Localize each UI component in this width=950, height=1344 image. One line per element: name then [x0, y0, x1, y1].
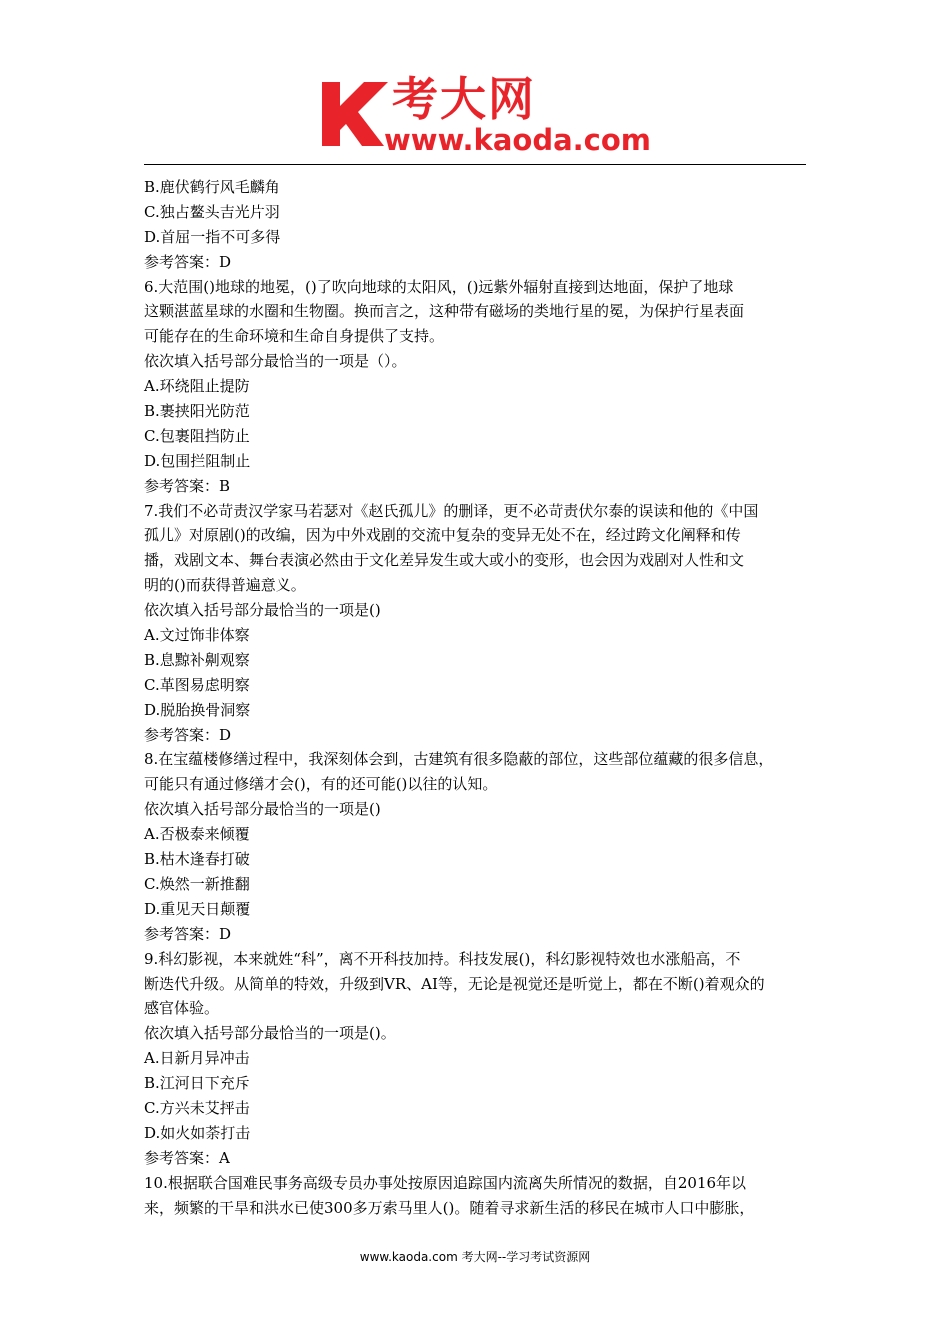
option-line: C.革图易虑明察 [144, 675, 250, 694]
option-line: B.息黥补劓观察 [144, 650, 250, 669]
answer-line: 参考答案：D [144, 924, 232, 943]
prompt-line: 依次填入括号部分最恰当的一项是()。 [144, 1024, 396, 1043]
option-line: A.环绕阻止提防 [144, 377, 250, 396]
option-line: B.枯木逢春打破 [144, 850, 250, 869]
question-line: 这颗湛蓝星球的水圈和生物圈。换而言之，这种带有磁场的类地行星的冕，为保护行星表面 [144, 302, 745, 321]
question-line: 明的()而获得普遍意义。 [144, 576, 306, 595]
option-line: B.江河日下充斥 [144, 1074, 250, 1093]
question-line: 感官体验。 [144, 999, 220, 1018]
text-line: C.独占鳌头吉光片羽 [144, 202, 280, 221]
text-line: B.鹿伏鹤行风毛麟角 [144, 178, 280, 196]
question-line: 可能只有通过修缮才会()，有的还可能()以往的认知。 [144, 775, 498, 794]
question-line: 7.我们不必苛责汉学家马若瑟对《赵氏孤儿》的删译，更不必苛责伏尔泰的误读和他的《中国 [144, 501, 759, 520]
question-line: 可能存在的生命环境和生命自身提供了支持。 [144, 327, 445, 346]
question-line: 孤儿》对原剧()的改编，因为中外戏剧的交流中复杂的变异无处不在，经过跨文化阐释和传 [144, 526, 741, 545]
option-line: D.重见天日颠覆 [144, 899, 251, 918]
option-line: D.包围拦阻制止 [144, 451, 251, 470]
kaoda-logo-k-icon [318, 80, 390, 148]
question-line: 播，戏剧文本、舞台表演必然由于文化差异发生或大或小的变形，也会因为戏剧对人性和文 [144, 551, 745, 570]
prompt-line: 依次填入括号部分最恰当的一项是（）。 [144, 352, 407, 371]
option-line: D.脱胎换骨洞察 [144, 700, 251, 719]
question-line: 8.在宝蕴楼修缮过程中，我深刻体会到，古建筑有很多隐蔽的部位，这些部位蕴藏的很多信息， [144, 750, 774, 769]
answer-line: 参考答案：D [144, 725, 232, 744]
text-line: D.首屈一指不可多得 [144, 227, 281, 246]
question-line: 来，频繁的干旱和洪水已使300多万索马里人()。随着寻求新生活的移民在城市人口中膨胀， [144, 1198, 755, 1217]
answer-line: 参考答案：D [144, 252, 232, 271]
prompt-line: 依次填入括号部分最恰当的一项是() [144, 800, 381, 819]
question-line: 10.根据联合国难民事务高级专员办事处按原因追踪国内流离失所情况的数据，自2016年以 [144, 1173, 747, 1192]
option-line: C.包裹阻挡防止 [144, 426, 250, 445]
option-line: C.方兴未艾抨击 [144, 1098, 250, 1117]
option-line: A.否极泰来倾覆 [144, 825, 250, 844]
logo-website-text: www.kaoda.com [384, 123, 651, 157]
logo-brand-text: 考大网 [392, 72, 536, 126]
header-divider [144, 164, 806, 165]
document-body [144, 175, 816, 1220]
page-header [0, 0, 950, 168]
answer-line: 参考答案：A [144, 1148, 230, 1167]
prompt-line: 依次填入括号部分最恰当的一项是() [144, 601, 381, 620]
option-line: B.裹挟阳光防范 [144, 402, 250, 421]
option-line: A.日新月异冲击 [144, 1049, 250, 1068]
option-line: C.焕然一新推翻 [144, 874, 250, 893]
option-line: D.如火如荼打击 [144, 1123, 251, 1142]
question-line: 9.科幻影视，本来就姓“科”，离不开科技加持。科技发展()，科幻影视特效也水涨船高，不 [144, 949, 741, 968]
answer-line: 参考答案：B [144, 476, 231, 495]
question-line: 断迭代升级。从简单的特效，升级到VR、AI等，无论是视觉还是听觉上，都在不断()着观众的 [144, 974, 765, 993]
question-line: 6.大范围()地球的地冕，()了吹向地球的太阳风，()远紫外辐射直接到达地面，保护了地球 [144, 277, 734, 296]
option-line: A.文过饰非体察 [144, 626, 250, 645]
page-footer: www.kaoda.com 考大网--学习考试资源网 [359, 1250, 591, 1264]
